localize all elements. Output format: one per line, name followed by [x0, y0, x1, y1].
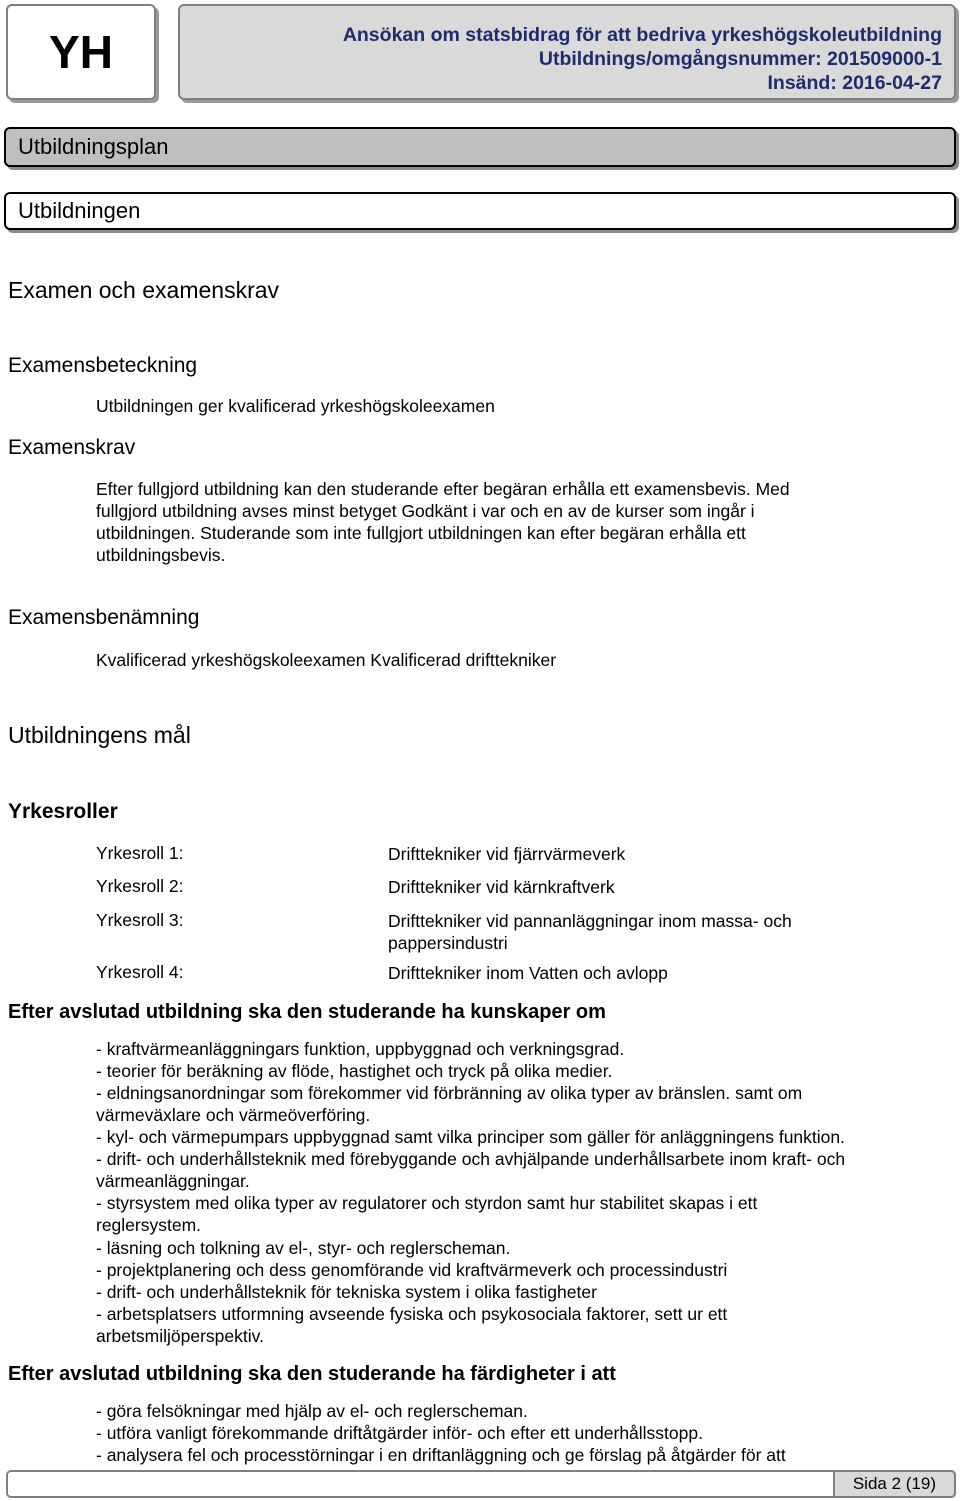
role-value: Drifttekniker vid fjärrvärmeverk [388, 844, 626, 864]
page-number: Sida 2 (19) [833, 1470, 956, 1498]
header-title: Ansökan om statsbidrag för att bedriva yrkeshögskoleutbildning [342, 24, 942, 46]
exam-name-label: Examensbenämning [8, 606, 200, 629]
section-bar-education [4, 192, 956, 230]
section-plan-title: Utbildningsplan [18, 134, 169, 159]
requirements-label: Examenskrav [8, 436, 136, 459]
skills-line: - analysera fel och processtörningar i en driftanläggning och ge förslag på åtgärder för att [96, 1445, 786, 1465]
role-value: Drifttekniker inom Vatten och avlopp [388, 963, 668, 983]
goals-heading: Utbildningens mål [8, 722, 191, 748]
header-number: Utbildnings/omgångsnummer: 201509000-1 [538, 48, 942, 70]
yh-logo: YH [6, 4, 156, 100]
knowledge-line: värmeanläggningar. [96, 1171, 250, 1191]
knowledge-line: - kraftvärmeanläggningars funktion, uppbyggnad och verkningsgrad. [96, 1039, 625, 1059]
requirements-line: utbildningsbevis. [96, 545, 226, 565]
role-label: Yrkesroll 1: [96, 843, 184, 863]
designation-label: Examensbeteckning [8, 354, 198, 377]
knowledge-line: - projektplanering och dess genomförande vid kraftvärmeverk och processindustri [96, 1260, 728, 1280]
skills-heading: Efter avslutad utbildning ska den studerande ha färdigheter i att [8, 1363, 616, 1385]
knowledge-line: - teorier för beräkning av flöde, hastighet och tryck på olika medier. [96, 1061, 613, 1081]
skills-line: - utföra vanligt förekommande driftåtgärder inför- och efter ett underhållsstopp. [96, 1423, 703, 1443]
role-label: Yrkesroll 2: [96, 876, 184, 896]
requirements-line: fullgjord utbildning avses minst betyget Godkänt i var och en av de kurser som ingår i [96, 501, 755, 521]
header-submitted: Insänd: 2016-04-27 [767, 72, 942, 94]
knowledge-line: - styrsystem med olika typer av regulatorer och styrdon samt hur stabilitet skapas i ett [96, 1193, 758, 1213]
role-value: Drifttekniker vid kärnkraftverk [388, 877, 615, 897]
section-bar-plan [4, 127, 956, 167]
requirements-line: utbildningen. Studerande som inte fullgjort utbildningen kan efter begäran erhålla ett [96, 523, 746, 543]
exam-name-text: Kvalificerad yrkeshögskoleexamen Kvalificerad drifttekniker [96, 650, 557, 670]
knowledge-line: - arbetsplatsers utformning avseende fysiska och psykosociala faktorer, sett ur ett [96, 1304, 728, 1324]
skills-line: - göra felsökningar med hjälp av el- och reglerscheman. [96, 1401, 528, 1421]
exam-heading: Examen och examenskrav [8, 277, 280, 303]
knowledge-line: arbetsmiljöperspektiv. [96, 1326, 264, 1346]
requirements-line: Efter fullgjord utbildning kan den studerande efter begäran erhålla ett examensbevis. Med [96, 479, 790, 499]
designation-text: Utbildningen ger kvalificerad yrkeshögskoleexamen [96, 396, 495, 416]
section-education-title: Utbildningen [18, 198, 141, 223]
knowledge-line: - drift- och underhållsteknik med förebyggande och avhjälpande underhållsarbete inom kraft- och [96, 1149, 846, 1169]
role-label: Yrkesroll 4: [96, 962, 184, 982]
role-value: Drifttekniker vid pannanläggningar inom massa- och pappersindustri [388, 911, 792, 953]
page-footer [6, 1470, 956, 1498]
knowledge-line: - drift- och underhållsteknik för tekniska system i olika fastigheter [96, 1282, 597, 1302]
document-header [178, 4, 956, 100]
knowledge-heading: Efter avslutad utbildning ska den studerande ha kunskaper om [8, 1001, 606, 1023]
role-label: Yrkesroll 3: [96, 910, 184, 930]
knowledge-line: - kyl- och värmepumpars uppbyggnad samt vilka principer som gäller för anläggningens funktion. [96, 1127, 845, 1147]
knowledge-line: - läsning och tolkning av el-, styr- och reglerscheman. [96, 1238, 511, 1258]
knowledge-line: - eldningsanordningar som förekommer vid förbränning av olika typer av bränslen. samt om [96, 1083, 803, 1103]
knowledge-line: värmeväxlare och värmeöverföring. [96, 1105, 371, 1125]
roles-heading: Yrkesroller [8, 800, 118, 823]
knowledge-line: reglersystem. [96, 1215, 202, 1235]
